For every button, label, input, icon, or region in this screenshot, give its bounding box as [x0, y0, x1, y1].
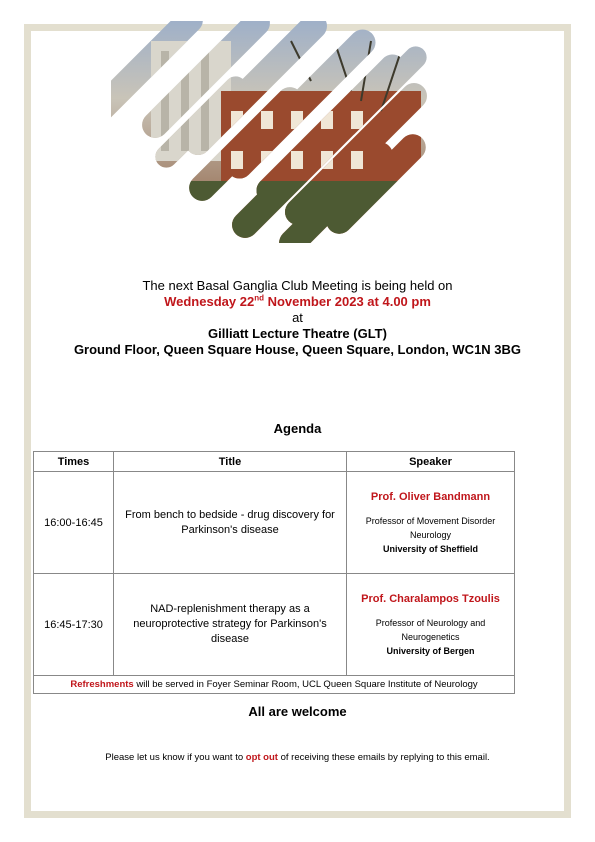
speaker-name: Prof. Charalampos Tzoulis [361, 592, 500, 605]
table-row [34, 574, 515, 676]
speaker-role: Professor of Neurology and Neurogenetics [375, 617, 486, 642]
column-header-title: Title [114, 452, 347, 472]
speaker-role: Professor of Movement Disorder Neurology [365, 515, 496, 540]
date-suffix: November 2023 at 4.00 pm [263, 294, 431, 309]
opt-out-after: of receiving these emails by replying to this email. [277, 752, 490, 763]
speaker-institution: University of Sheffield [382, 543, 479, 554]
refreshments-row [34, 676, 515, 694]
refreshments-note [34, 676, 515, 694]
speaker-institution: University of Bergen [386, 645, 475, 656]
speaker-name: Prof. Oliver Bandmann [370, 490, 491, 503]
speaker-cell [347, 574, 515, 676]
talk-time: 16:45-17:30 [34, 574, 114, 676]
opt-out-notice [0, 752, 595, 763]
at-text: at [292, 310, 303, 325]
talk-title: NAD-replenishment therapy as a neuroprotective strategy for Parkinson's disease [114, 574, 347, 676]
agenda-table [33, 451, 515, 694]
announcement-line: The next Basal Ganglia Club Meeting is being held on [142, 278, 453, 293]
refreshments-label: Refreshments [70, 679, 134, 690]
venue-address: Ground Floor, Queen Square House, Queen Square, London, WC1N 3BG [73, 342, 522, 357]
opt-out-link: opt out [245, 752, 278, 763]
refreshments-text: will be served in Foyer Seminar Room, UCL Queen Square Institute of Neurology [133, 679, 478, 690]
speaker-cell [347, 472, 515, 574]
column-header-speaker: Speaker [347, 452, 515, 472]
meeting-date [0, 294, 595, 310]
venue-name: Gilliatt Lecture Theatre (GLT) [208, 326, 387, 341]
talk-time: 16:00-16:45 [34, 472, 114, 574]
table-header-row [34, 452, 515, 472]
talk-title: From bench to bedside - drug discovery for Parkinson's disease [114, 472, 347, 574]
agenda-heading: Agenda [273, 421, 322, 436]
date-superscript: nd [254, 293, 264, 303]
column-header-times: Times [34, 452, 114, 472]
building-photo-collage [111, 21, 441, 243]
welcome-message: All are welcome [248, 704, 347, 719]
table-row [34, 472, 515, 574]
meeting-announcement [0, 278, 595, 358]
opt-out-before: Please let us know if you want to [105, 752, 246, 763]
date-prefix: Wednesday 22 [164, 294, 255, 309]
